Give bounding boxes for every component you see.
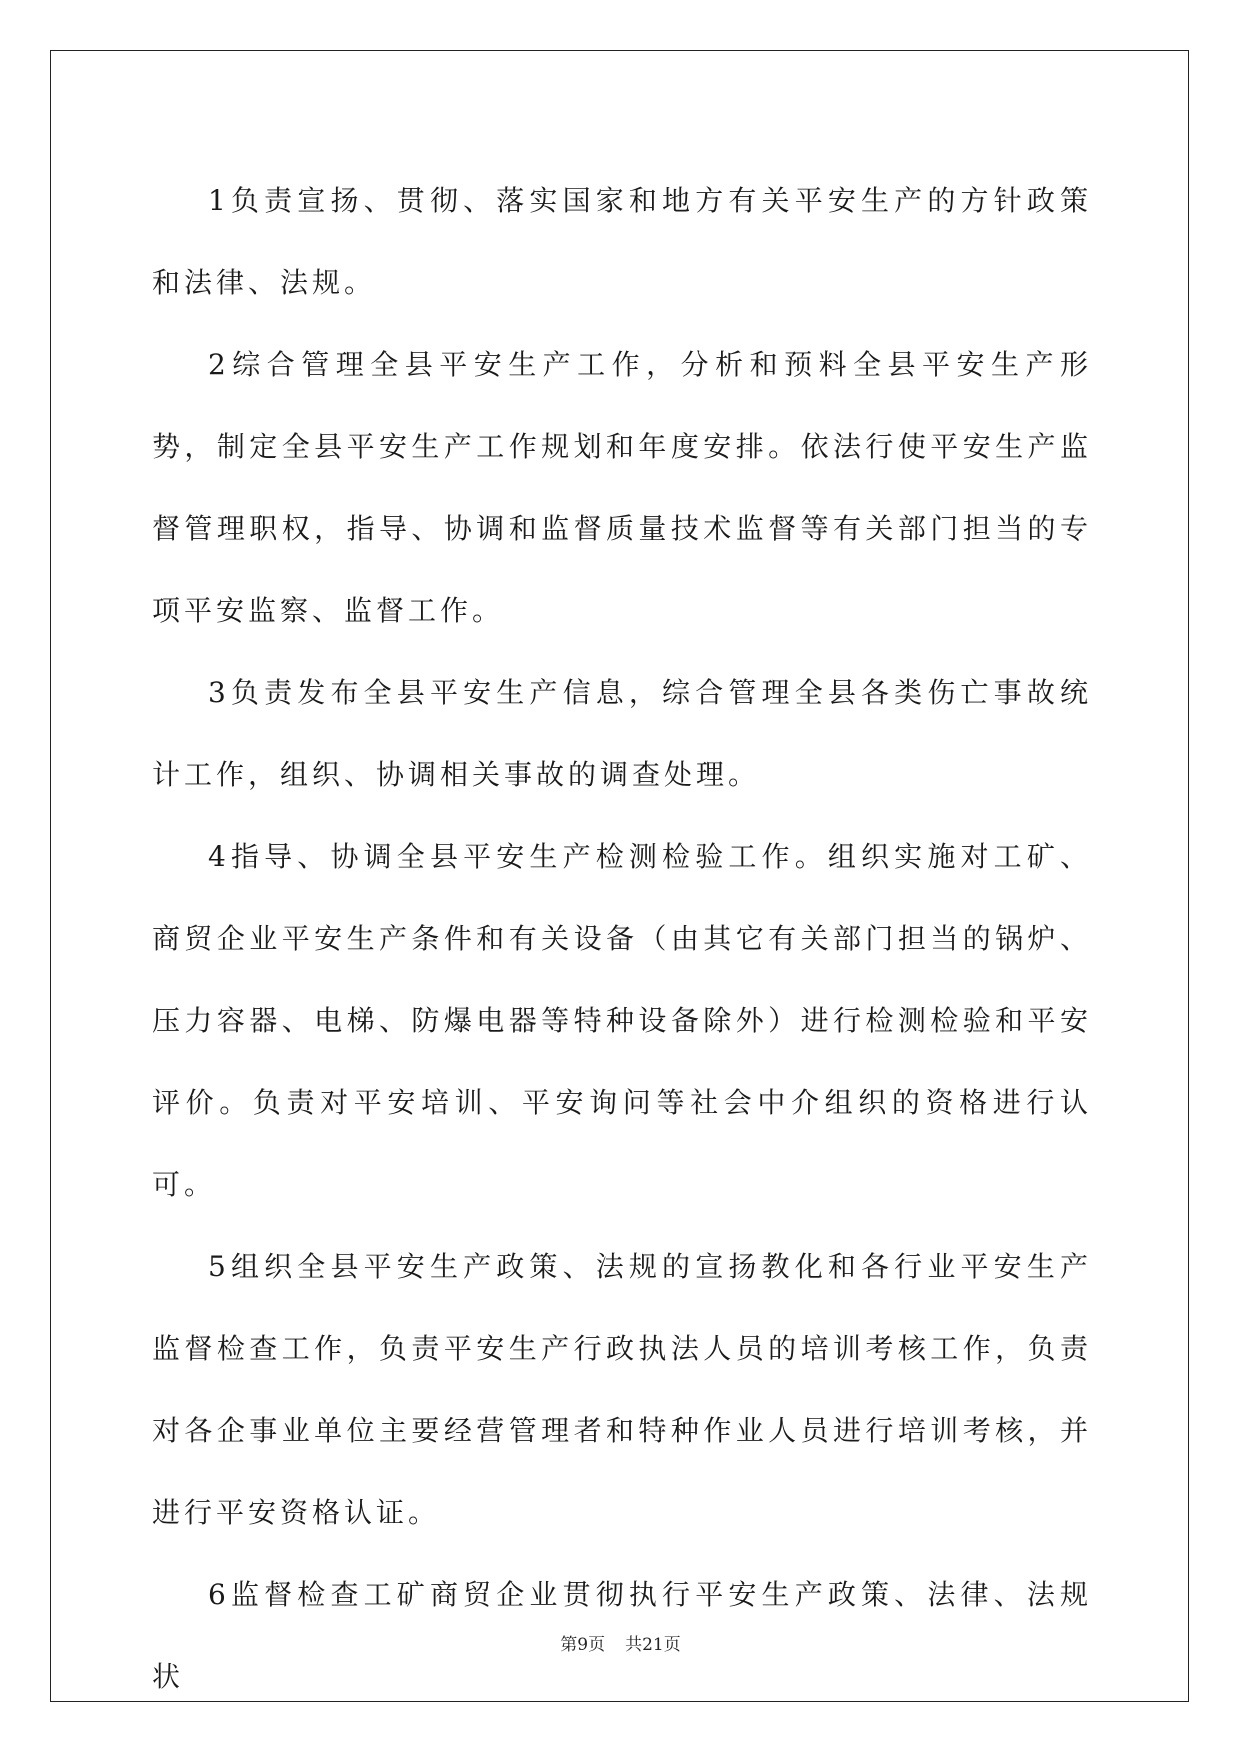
page-total: 共21页 xyxy=(625,1635,681,1655)
paragraph-2: 2综合管理全县平安生产工作，分析和预料全县平安生产形势，制定全县平安生产工作规划和年度安排。依法行使平安生产监督管理职权，指导、协调和监督质量技术监督等有关部门担当的专项平安监察、监督工作。 xyxy=(152,348,1092,627)
page-number: 第9页 xyxy=(560,1635,606,1655)
paragraph-4: 4指导、协调全县平安生产检测检验工作。组织实施对工矿、商贸企业平安生产条件和有关设备（由其它有关部门担当的锅炉、压力容器、电梯、防爆电器等特种设备除外）进行检测检验和平安评价。负责对平安培训、平安询问等社会中介组织的资格进行认可。 xyxy=(152,840,1092,1201)
document-body xyxy=(152,160,1092,1718)
page-footer xyxy=(0,1630,1241,1655)
paragraph-3: 3负责发布全县平安生产信息，综合管理全县各类伤亡事故统计工作，组织、协调相关事故的调查处理。 xyxy=(152,676,1092,791)
paragraph-1: 1负责宣扬、贯彻、落实国家和地方有关平安生产的方针政策和法律、法规。 xyxy=(152,184,1092,299)
paragraph-6: 6监督检查工矿商贸企业贯彻执行平安生产政策、法律、法规状 xyxy=(152,1578,1092,1693)
paragraph-5: 5组织全县平安生产政策、法规的宣扬教化和各行业平安生产监督检查工作，负责平安生产行政执法人员的培训考核工作，负责对各企事业单位主要经营管理者和特种作业人员进行培训考核，并进行平安资格认证。 xyxy=(152,1250,1092,1529)
